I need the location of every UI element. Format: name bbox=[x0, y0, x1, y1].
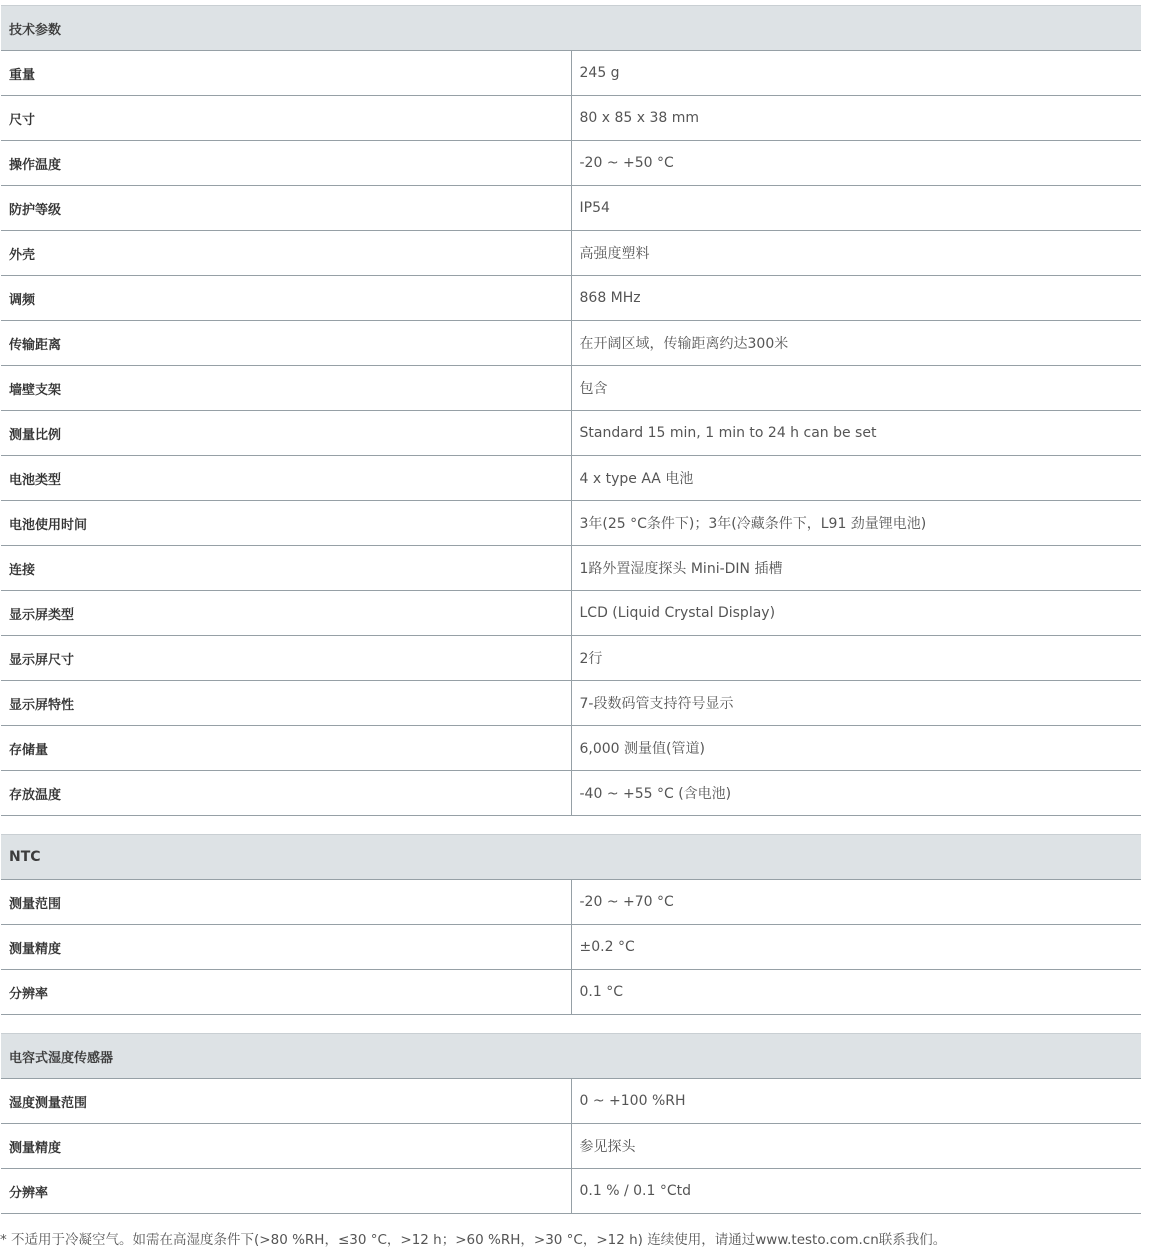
spec-table-technical bbox=[1, 5, 1141, 816]
row-label: 测量范围 bbox=[1, 880, 571, 925]
row-label: 测量精度 bbox=[1, 925, 571, 970]
row-label: 存放温度 bbox=[1, 771, 571, 816]
table-row bbox=[1, 231, 1141, 276]
row-value: 0.1 % / 0.1 °Ctd bbox=[571, 1169, 1141, 1214]
row-label: 测量比例 bbox=[1, 411, 571, 456]
row-label: 电池类型 bbox=[1, 456, 571, 501]
row-value: 6,000 测量值(管道) bbox=[571, 726, 1141, 771]
row-value: -20 ~ +70 °C bbox=[571, 880, 1141, 925]
row-value: 80 x 85 x 38 mm bbox=[571, 96, 1141, 141]
row-value: IP54 bbox=[571, 186, 1141, 231]
row-label: 湿度测量范围 bbox=[1, 1079, 571, 1124]
table-row bbox=[1, 1079, 1141, 1124]
row-label: 墙壁支架 bbox=[1, 366, 571, 411]
spec-table-humidity bbox=[1, 1033, 1141, 1214]
table-row bbox=[1, 681, 1141, 726]
table-row bbox=[1, 96, 1141, 141]
row-value: LCD (Liquid Crystal Display) bbox=[571, 591, 1141, 636]
row-label: 操作温度 bbox=[1, 141, 571, 186]
row-label: 防护等级 bbox=[1, 186, 571, 231]
table-row bbox=[1, 141, 1141, 186]
row-value: 7-段数码管支持符号显示 bbox=[571, 681, 1141, 726]
table-row bbox=[1, 591, 1141, 636]
table-row bbox=[1, 1124, 1141, 1169]
row-label: 外壳 bbox=[1, 231, 571, 276]
section-title: 技术参数 bbox=[1, 6, 1141, 51]
row-label: 存储量 bbox=[1, 726, 571, 771]
row-label: 传输距离 bbox=[1, 321, 571, 366]
row-value: 0 ~ +100 %RH bbox=[571, 1079, 1141, 1124]
table-row bbox=[1, 726, 1141, 771]
table-row bbox=[1, 925, 1141, 970]
section-header bbox=[1, 835, 1141, 880]
row-value: 1路外置湿度探头 Mini-DIN 插槽 bbox=[571, 546, 1141, 591]
row-label: 分辨率 bbox=[1, 970, 571, 1015]
row-label: 调频 bbox=[1, 276, 571, 321]
table-row bbox=[1, 546, 1141, 591]
table-row bbox=[1, 411, 1141, 456]
row-value: 4 x type AA 电池 bbox=[571, 456, 1141, 501]
row-label: 尺寸 bbox=[1, 96, 571, 141]
row-value: 参见探头 bbox=[571, 1124, 1141, 1169]
table-row bbox=[1, 880, 1141, 925]
section-header bbox=[1, 6, 1141, 51]
row-value: 0.1 °C bbox=[571, 970, 1141, 1015]
section-title: 电容式湿度传感器 bbox=[1, 1034, 1141, 1079]
row-value: 高强度塑料 bbox=[571, 231, 1141, 276]
row-label: 显示屏特性 bbox=[1, 681, 571, 726]
row-value: 2行 bbox=[571, 636, 1141, 681]
table-row bbox=[1, 456, 1141, 501]
row-value: 245 g bbox=[571, 51, 1141, 96]
table-row bbox=[1, 636, 1141, 681]
row-value: 在开阔区域，传输距离约达300米 bbox=[571, 321, 1141, 366]
table-row bbox=[1, 321, 1141, 366]
row-label: 重量 bbox=[1, 51, 571, 96]
table-row bbox=[1, 771, 1141, 816]
table-row bbox=[1, 276, 1141, 321]
table-row bbox=[1, 366, 1141, 411]
row-label: 显示屏类型 bbox=[1, 591, 571, 636]
footnote: * 不适用于冷凝空气。如需在高湿度条件下(>80 %RH，≤30 °C，>12 h；>60 %RH，>30 °C，>12 h) 连续使用，请通过www.testo.com.cn联系我们。 bbox=[0, 1232, 947, 1248]
table-row bbox=[1, 970, 1141, 1015]
table-row bbox=[1, 51, 1141, 96]
row-label: 测量精度 bbox=[1, 1124, 571, 1169]
row-value: ±0.2 °C bbox=[571, 925, 1141, 970]
row-label: 显示屏尺寸 bbox=[1, 636, 571, 681]
row-value: 包含 bbox=[571, 366, 1141, 411]
row-value: 3年(25 °C条件下)；3年(冷藏条件下，L91 劲量锂电池) bbox=[571, 501, 1141, 546]
table-row bbox=[1, 186, 1141, 231]
row-label: 连接 bbox=[1, 546, 571, 591]
section-title: NTC bbox=[1, 835, 1141, 880]
row-value: Standard 15 min, 1 min to 24 h can be set bbox=[571, 411, 1141, 456]
row-value: 868 MHz bbox=[571, 276, 1141, 321]
row-value: -20 ~ +50 °C bbox=[571, 141, 1141, 186]
row-label: 分辨率 bbox=[1, 1169, 571, 1214]
table-row bbox=[1, 501, 1141, 546]
spec-page bbox=[1, 5, 1141, 1214]
row-value: -40 ~ +55 °C (含电池) bbox=[571, 771, 1141, 816]
section-header bbox=[1, 1034, 1141, 1079]
row-label: 电池使用时间 bbox=[1, 501, 571, 546]
spec-table-ntc bbox=[1, 834, 1141, 1015]
table-row bbox=[1, 1169, 1141, 1214]
